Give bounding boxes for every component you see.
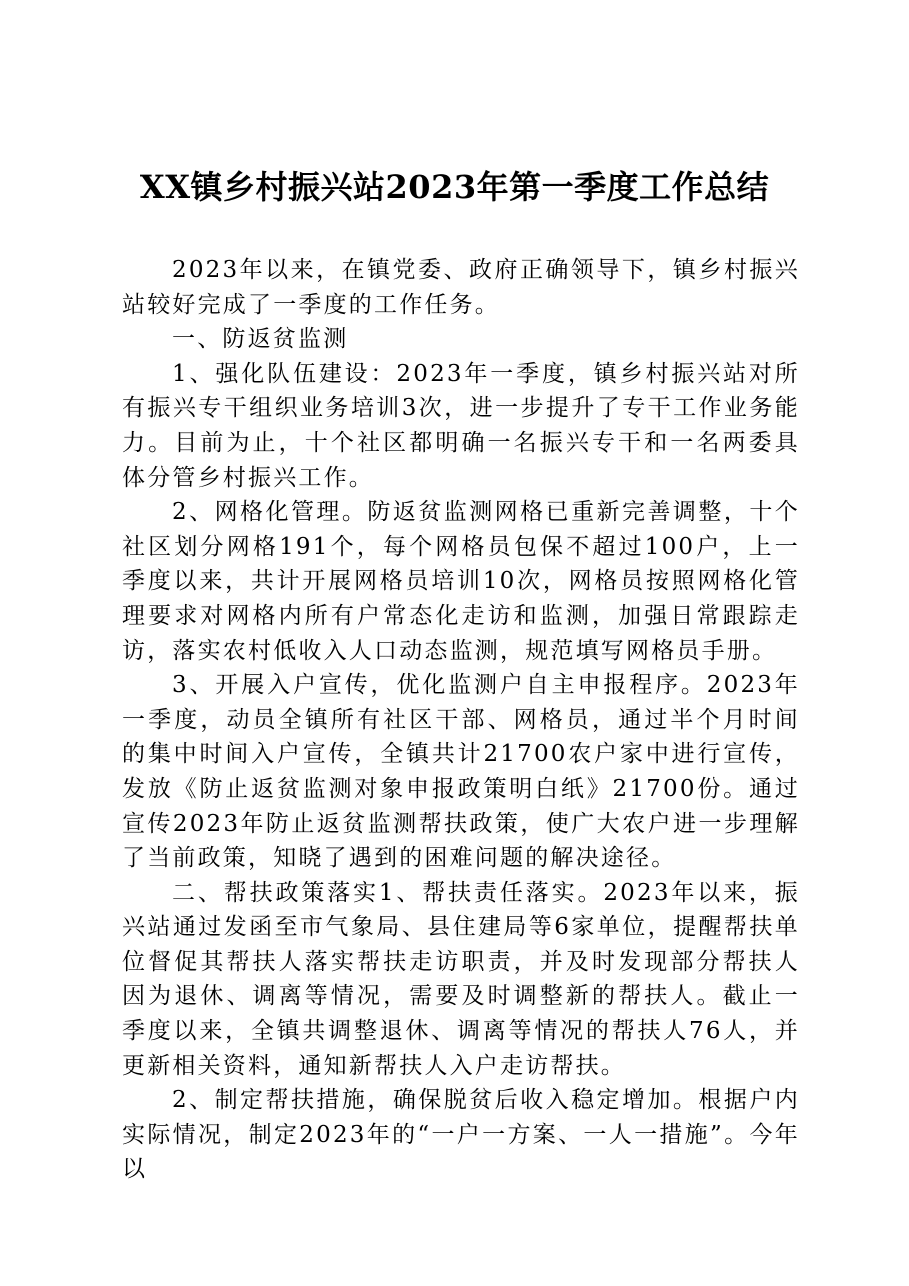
paragraph-assistance-policy: 二、帮扶政策落实1、帮扶责任落实。2023年以来，振兴站通过发函至市气象局、县住建局等6家单位，提醒帮扶单位督促其帮扶人落实帮扶走访职责，并及时发现部分帮扶人因为退休、调离等情况，需要及时调整新的帮扶人。截止一季度以来，全镇共调整退休、调离等情况的帮扶人76人，并更新相关资料，通知新帮扶人入户走访帮扶。	[122, 879, 800, 1079]
paragraph-grid-management: 2、网格化管理。防返贫监测网格已重新完善调整，十个社区划分网格191个，每个网格员包保不超过100户，上一季度以来，共计开展网格员培训10次，网格员按照网格化管理要求对网格内所有户常态化走访和监测，加强日常跟踪走访，落实农村低收入人口动态监测，规范填写网格员手册。	[122, 499, 800, 664]
paragraph-team-building: 1、强化队伍建设：2023年一季度，镇乡村振兴站对所有振兴专干组织业务培训3次，进一步提升了专干工作业务能力。目前为止，十个社区都明确一名振兴专干和一名两委具体分管乡村振兴工作。	[122, 360, 800, 491]
document-title: XX镇乡村振兴站2023年第一季度工作总结	[139, 168, 770, 206]
document-body	[122, 253, 800, 1187]
paragraph-intro: 2023年以来，在镇党委、政府正确领导下，镇乡村振兴站较好完成了一季度的工作任务。	[122, 257, 800, 318]
paragraph-household-publicity: 3、开展入户宣传，优化监测户自主申报程序。2023年一季度，动员全镇所有社区干部、网格员，通过半个月时间的集中时间入户宣传，全镇共计21700农户家中进行宣传，发放《防止返贫监测对象申报政策明白纸》21700份。通过宣传2023年防止返贫监测帮扶政策，使广大农户进一步理解了当前政策，知晓了遇到的困难问题的解决途径。	[122, 672, 800, 872]
section-heading-1: 一、防返贫监测	[172, 326, 349, 353]
paragraph-assistance-measures: 2、制定帮扶措施，确保脱贫后收入稳定增加。根据户内实际情况，制定2023年的“一户一方案、一人一措施”。今年以	[122, 1087, 800, 1183]
